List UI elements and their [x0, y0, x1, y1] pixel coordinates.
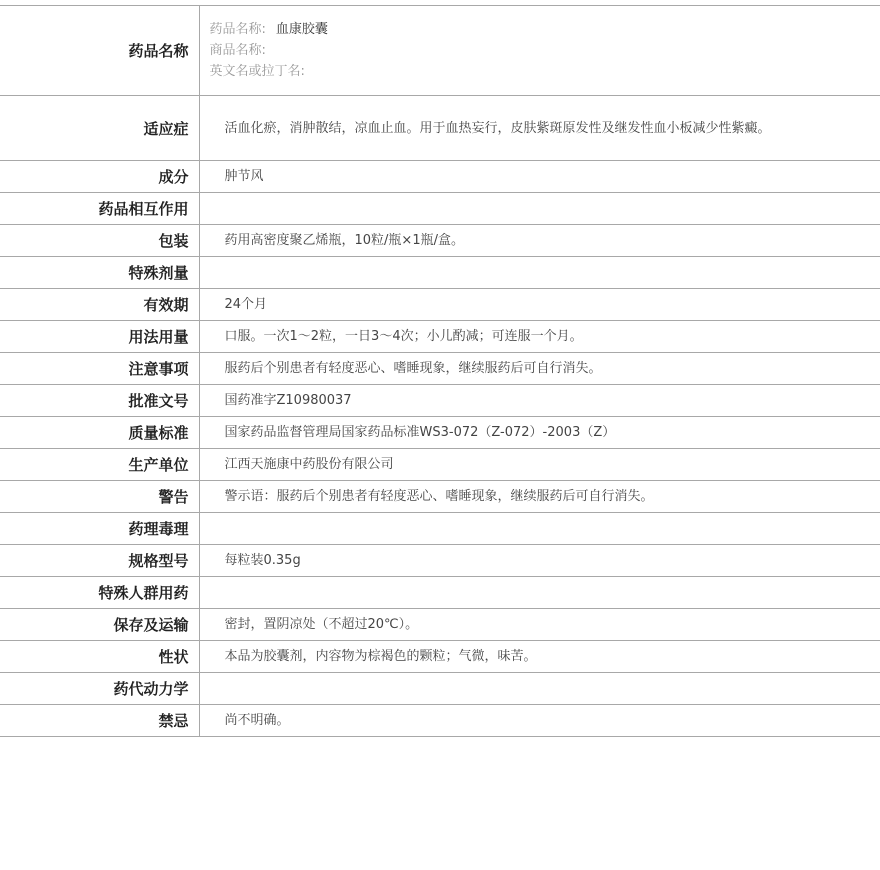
row-value: 肿节风 — [199, 161, 880, 193]
table-row-shelf-life — [0, 289, 880, 321]
trade-name-line — [210, 40, 871, 61]
english-name-label: 英文名或拉丁名: — [209, 64, 305, 79]
row-value: 活血化瘀，消肿散结，凉血止血。用于血热妄行，皮肤紫斑原发性及继发性血小板减少性紫癜。 — [199, 96, 880, 161]
row-value: 24个月 — [199, 289, 880, 321]
row-value: 本品为胶囊剂，内容物为棕褐色的颗粒；气微，味苦。 — [199, 641, 880, 673]
table-row-description — [0, 641, 880, 673]
row-value — [199, 193, 880, 225]
row-label: 质量标准 — [0, 417, 199, 449]
table-row-warning — [0, 481, 880, 513]
row-value: 警示语：服药后个别患者有轻度恶心、嗜睡现象，继续服药后可自行消失。 — [199, 481, 880, 513]
drug-name-value: 血康胶囊 — [275, 22, 328, 37]
table-row-pharmacology — [0, 513, 880, 545]
row-label: 性状 — [0, 641, 199, 673]
table-row-special-dosage — [0, 257, 880, 289]
row-value: 服药后个别患者有轻度恶心、嗜睡现象，继续服药后可自行消失。 — [199, 353, 880, 385]
row-value: 国药准字Z10980037 — [199, 385, 880, 417]
drug-name-label: 药品名称: — [209, 22, 266, 37]
table-row-specification — [0, 545, 880, 577]
row-label: 保存及运输 — [0, 609, 199, 641]
row-label: 药品名称 — [0, 6, 199, 96]
table-row-storage — [0, 609, 880, 641]
row-value — [199, 577, 880, 609]
table-row-ingredients — [0, 161, 880, 193]
row-label: 药理毒理 — [0, 513, 199, 545]
table-row-pharmacokinetics — [0, 673, 880, 705]
drug-info-table — [0, 5, 880, 737]
row-label: 成分 — [0, 161, 199, 193]
row-value: 尚不明确。 — [199, 705, 880, 737]
row-label: 规格型号 — [0, 545, 199, 577]
table-row-manufacturer — [0, 449, 880, 481]
row-label: 适应症 — [0, 96, 199, 161]
table-row-contraindications — [0, 705, 880, 737]
english-name-line — [210, 61, 871, 82]
trade-name-label: 商品名称: — [209, 43, 266, 58]
row-label: 药品相互作用 — [0, 193, 199, 225]
drug-name-line — [210, 19, 871, 40]
row-label: 特殊人群用药 — [0, 577, 199, 609]
row-label: 注意事项 — [0, 353, 199, 385]
row-value: 国家药品监督管理局国家药品标准WS3-072（Z-072）-2003（Z） — [199, 417, 880, 449]
row-label: 批准文号 — [0, 385, 199, 417]
row-label: 禁忌 — [0, 705, 199, 737]
table-row-interactions — [0, 193, 880, 225]
row-value: 药用高密度聚乙烯瓶，10粒/瓶×1瓶/盒。 — [199, 225, 880, 257]
row-value — [199, 673, 880, 705]
row-label: 警告 — [0, 481, 199, 513]
row-value: 每粒装0.35g — [199, 545, 880, 577]
table-row-indications — [0, 96, 880, 161]
row-label: 用法用量 — [0, 321, 199, 353]
table-row-dosage — [0, 321, 880, 353]
row-value — [199, 257, 880, 289]
table-row-drug-name — [0, 6, 880, 96]
table-row-precautions — [0, 353, 880, 385]
table-row-approval-number — [0, 385, 880, 417]
row-value — [199, 513, 880, 545]
row-value: 江西天施康中药股份有限公司 — [199, 449, 880, 481]
table-row-quality-standard — [0, 417, 880, 449]
drug-name-cell — [199, 6, 880, 96]
row-label: 药代动力学 — [0, 673, 199, 705]
row-label: 有效期 — [0, 289, 199, 321]
row-value: 密封，置阴凉处（不超过20℃）。 — [199, 609, 880, 641]
row-value: 口服。一次1～2粒，一日3～4次；小儿酌减；可连服一个月。 — [199, 321, 880, 353]
row-label: 特殊剂量 — [0, 257, 199, 289]
row-label: 包装 — [0, 225, 199, 257]
table-row-special-populations — [0, 577, 880, 609]
table-row-packaging — [0, 225, 880, 257]
row-label: 生产单位 — [0, 449, 199, 481]
